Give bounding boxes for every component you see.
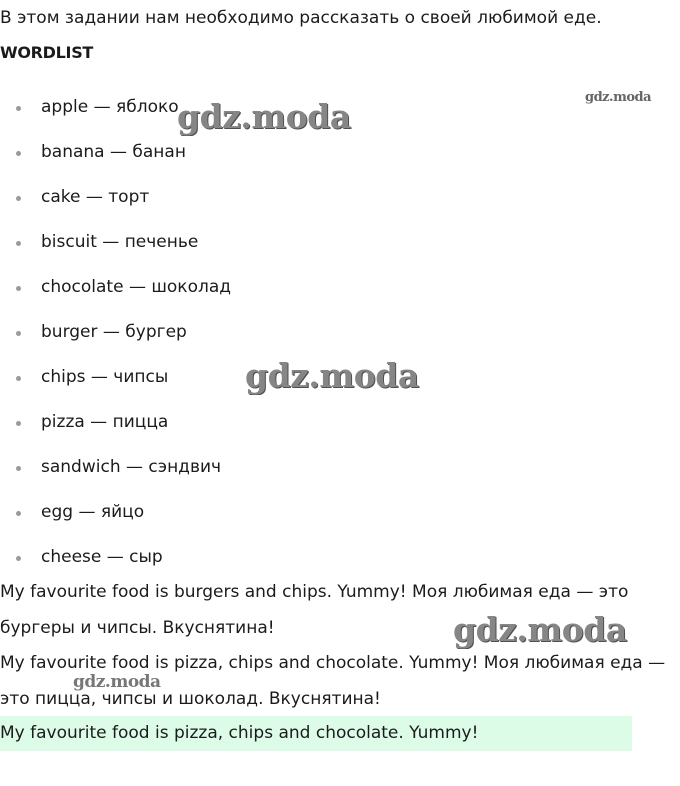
watermark-logo: gdz.moda bbox=[177, 97, 351, 136]
list-item bbox=[0, 275, 231, 320]
list-item bbox=[0, 455, 231, 500]
watermark-logo: gdz.moda bbox=[245, 356, 419, 395]
watermark-logo: gdz.moda bbox=[73, 672, 161, 692]
bullet-icon bbox=[16, 376, 21, 381]
list-item-text: egg — яйцо bbox=[41, 502, 145, 522]
highlighted-paragraph: My favourite food is pizza, chips and chocolate. Yummy! bbox=[0, 716, 632, 751]
list-item-text: cake — торт bbox=[41, 187, 150, 207]
bullet-icon bbox=[16, 556, 21, 561]
list-item bbox=[0, 140, 231, 185]
watermark-logo: gdz.moda bbox=[453, 610, 627, 649]
bullet-icon bbox=[16, 421, 21, 426]
list-item bbox=[0, 185, 231, 230]
example-paragraph-2: My favourite food is pizza, chips and chocolate. Yummy! Моя любимая еда — это пицца, чипсы и шоколад. Вкуснятина! bbox=[0, 653, 666, 709]
list-item bbox=[0, 365, 231, 410]
list-item bbox=[0, 410, 231, 455]
list-item-text: chips — чипсы bbox=[41, 367, 169, 387]
list-item-text: apple — яблоко bbox=[41, 97, 179, 117]
wordlist-heading: WORDLIST bbox=[0, 43, 94, 62]
bullet-icon bbox=[16, 196, 21, 201]
example-paragraph-1: My favourite food is burgers and chips. Yummy! Моя любимая еда — это бургеры и чипсы. Вкуснятина! bbox=[0, 582, 629, 638]
list-item bbox=[0, 500, 231, 545]
list-item bbox=[0, 320, 231, 365]
bullet-icon bbox=[16, 466, 21, 471]
watermark-logo: gdz.moda bbox=[585, 90, 652, 105]
list-item-text: pizza — пицца bbox=[41, 412, 169, 432]
list-item-text: banana — банан bbox=[41, 142, 186, 162]
bullet-icon bbox=[16, 241, 21, 246]
list-item bbox=[0, 230, 231, 275]
bullet-icon bbox=[16, 151, 21, 156]
list-item-text: sandwich — сэндвич bbox=[41, 457, 222, 477]
bullet-icon bbox=[16, 286, 21, 291]
bullet-icon bbox=[16, 331, 21, 336]
list-item-text: cheese — сыр bbox=[41, 547, 163, 567]
list-item-text: burger — бургер bbox=[41, 322, 187, 342]
list-item-text: chocolate — шоколад bbox=[41, 277, 232, 297]
intro-text: В этом задании нам необходимо рассказать о своей любимой еде. bbox=[0, 8, 602, 28]
bullet-icon bbox=[16, 511, 21, 516]
list-item-text: biscuit — печенье bbox=[41, 232, 199, 252]
wordlist bbox=[0, 95, 231, 590]
bullet-icon bbox=[16, 106, 21, 111]
list-item bbox=[0, 95, 231, 140]
